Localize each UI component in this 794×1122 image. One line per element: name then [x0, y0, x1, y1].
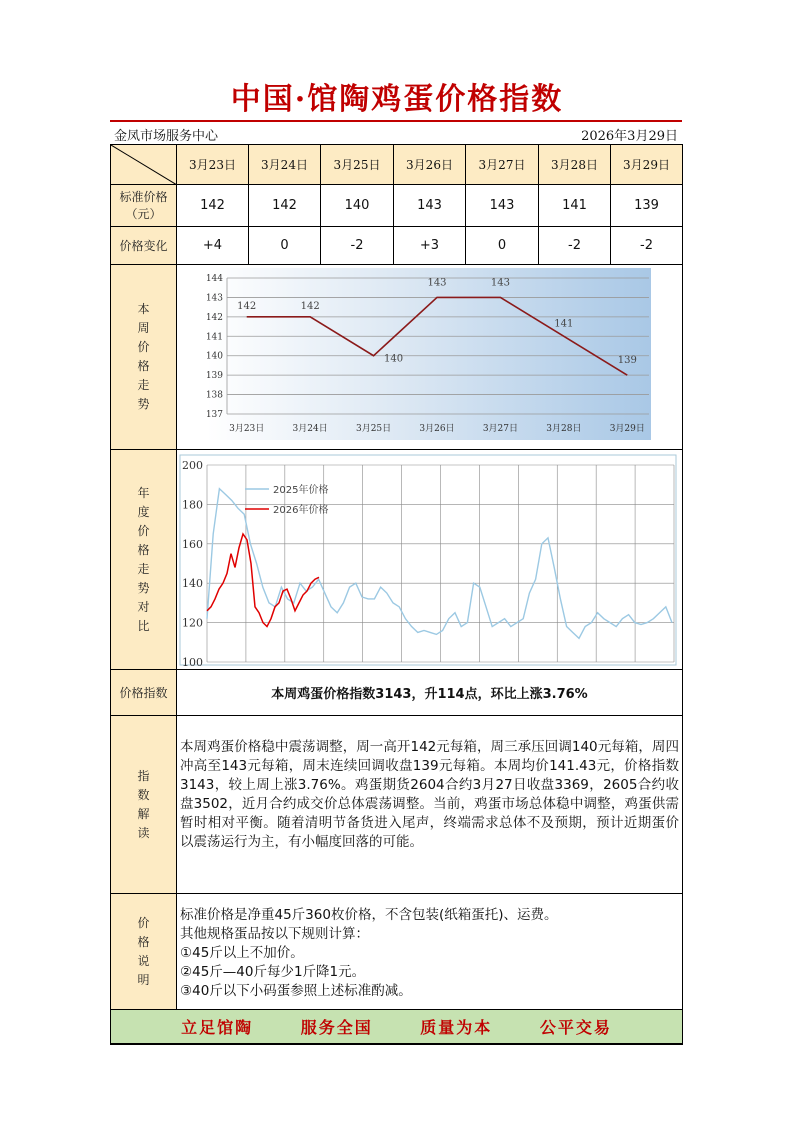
x-tick-label: 3月27日: [482, 423, 519, 434]
price-label-text: 标准价格（元）: [119, 189, 168, 221]
weekly-label-text: 本周价格走势: [137, 302, 150, 411]
price-cell: 142: [249, 185, 321, 227]
slogan-row: [111, 1010, 683, 1044]
title-rule: [110, 120, 682, 122]
date-header: 3月25日: [321, 145, 394, 185]
price-cell: 142: [177, 185, 249, 227]
legend-label-2026: 2026年价格: [273, 504, 329, 516]
y-tick-label: 143: [205, 292, 223, 303]
yearly-label-text: 年度价格走势对比: [137, 485, 150, 633]
date-header: 3月23日: [177, 145, 249, 185]
price-row: [111, 185, 683, 227]
x-tick-label: 3月26日: [419, 423, 455, 434]
price-cell: 140: [321, 185, 394, 227]
analysis-row: [111, 716, 683, 894]
note-label-text: 价格说明: [137, 915, 150, 987]
price-cell: 143: [466, 185, 539, 227]
analysis-paragraph: [177, 716, 683, 894]
change-cell: 0: [466, 227, 539, 265]
note-row: [111, 894, 683, 1010]
legend-label-2025: 2025年价格: [273, 484, 329, 496]
change-cell: 0: [249, 227, 321, 265]
change-cell: +4: [177, 227, 249, 265]
y-tick-label: 142: [205, 312, 223, 323]
weekly-chart-row: [111, 265, 683, 450]
page-title: 中国·馆陶鸡蛋价格指数: [230, 82, 564, 117]
data-label: 140: [384, 353, 404, 365]
x-tick-label: 3月25日: [355, 423, 392, 434]
weekly-chart-cell: [177, 265, 683, 450]
subheader: [112, 125, 680, 143]
change-row-label: 价格变化: [111, 227, 177, 265]
x-tick-label: 3月28日: [546, 423, 582, 434]
data-label: 143: [427, 276, 447, 288]
date-header: 3月29日: [611, 145, 683, 185]
slogan: 服务全国: [300, 1017, 373, 1037]
change-cell: -2: [611, 227, 683, 265]
y-tick-label: 137: [205, 409, 223, 420]
x-tick-label: 3月29日: [609, 423, 645, 434]
data-label: 143: [490, 276, 510, 288]
note-line: 其他规格蛋品按以下规则计算：: [180, 926, 369, 942]
slogan-bar: [111, 1010, 683, 1044]
weekly-chart-label: [111, 265, 177, 450]
y-tick-label: 160: [182, 537, 203, 551]
date-header: 3月28日: [539, 145, 611, 185]
report-date: 2026年3月29日: [581, 129, 678, 144]
yearly-chart-row: [111, 450, 683, 670]
diagonal-line: [111, 145, 177, 185]
index-row: [111, 670, 683, 716]
note-line: ①45斤以上不加价。: [180, 945, 304, 961]
note-line: ②45斤—40斤每少1斤降1元。: [180, 964, 366, 980]
date-header: 3月27日: [466, 145, 539, 185]
data-label: 141: [554, 317, 574, 329]
date-header-row: [111, 145, 683, 185]
slogan: 质量为本: [420, 1017, 493, 1037]
price-table: [110, 144, 683, 1045]
y-tick-label: 140: [182, 576, 203, 590]
organization-name: 金凤市场服务中心: [114, 129, 219, 144]
price-cell: 141: [539, 185, 611, 227]
index-summary: 本周鸡蛋价格指数3143，升114点，环比上涨3.76%: [177, 670, 683, 716]
change-cell: +3: [394, 227, 466, 265]
y-tick-label: 100: [182, 655, 203, 669]
y-tick-label: 144: [205, 273, 223, 284]
note-row-label: [111, 894, 177, 1010]
price-row-label: [111, 185, 177, 227]
price-cell: 139: [611, 185, 683, 227]
data-label: 142: [300, 300, 320, 312]
y-tick-label: 200: [182, 458, 203, 472]
date-header: 3月26日: [394, 145, 466, 185]
index-row-label: 价格指数: [111, 670, 177, 716]
price-cell: 143: [394, 185, 466, 227]
y-tick-label: 139: [205, 370, 223, 381]
y-tick-label: 120: [182, 616, 203, 630]
change-cell: -2: [321, 227, 394, 265]
note-line: ③40斤以下小码蛋参照上述标准酌减。: [180, 983, 412, 999]
change-cell: -2: [539, 227, 611, 265]
date-header: 3月24日: [249, 145, 321, 185]
yearly-chart-cell: [177, 450, 683, 670]
price-note: [177, 894, 683, 1010]
y-tick-label: 140: [205, 351, 223, 362]
slogan: 公平交易: [539, 1017, 612, 1037]
yearly-chart-label: [111, 450, 177, 670]
x-tick-label: 3月24日: [292, 423, 328, 434]
data-label: 139: [617, 354, 637, 366]
data-label: 142: [237, 300, 257, 312]
yearly-price-chart: [177, 451, 681, 669]
slogan: 立足馆陶: [181, 1017, 254, 1037]
chart-frame: [180, 455, 676, 665]
weekly-price-chart: [177, 266, 681, 449]
analysis-text: 本周鸡蛋价格稳中震荡调整，周一高开142元每箱，周三承压回调140元每箱，周四冲高至143元每箱，周末连续回调收盘139元每箱。本周均价141.43元，价格指数3143，较上周上涨3.76%。鸡蛋期货2604合约3月27日收盘3369，2605合约收盘3502，近月合约成交价总体震荡调整。当前，鸡蛋市场总体稳中调整，鸡蛋供需暂时相对平衡。随着清明节备货进入尾声，终端需求总体不及预期，预计近期蛋价以震荡运行为主，有小幅度回落的可能。: [180, 739, 679, 850]
x-tick-label: 3月23日: [229, 423, 265, 434]
y-tick-label: 138: [205, 390, 223, 401]
analysis-row-label: [111, 716, 177, 894]
y-tick-label: 141: [205, 331, 223, 342]
note-line: 标准价格是净重45斤360枚价格，不含包装(纸箱蛋托)、运费。: [180, 907, 558, 923]
diagonal-corner-cell: [111, 145, 177, 185]
y-tick-label: 180: [182, 497, 203, 511]
analysis-label-text: 指数解读: [137, 768, 150, 840]
change-row: [111, 227, 683, 265]
